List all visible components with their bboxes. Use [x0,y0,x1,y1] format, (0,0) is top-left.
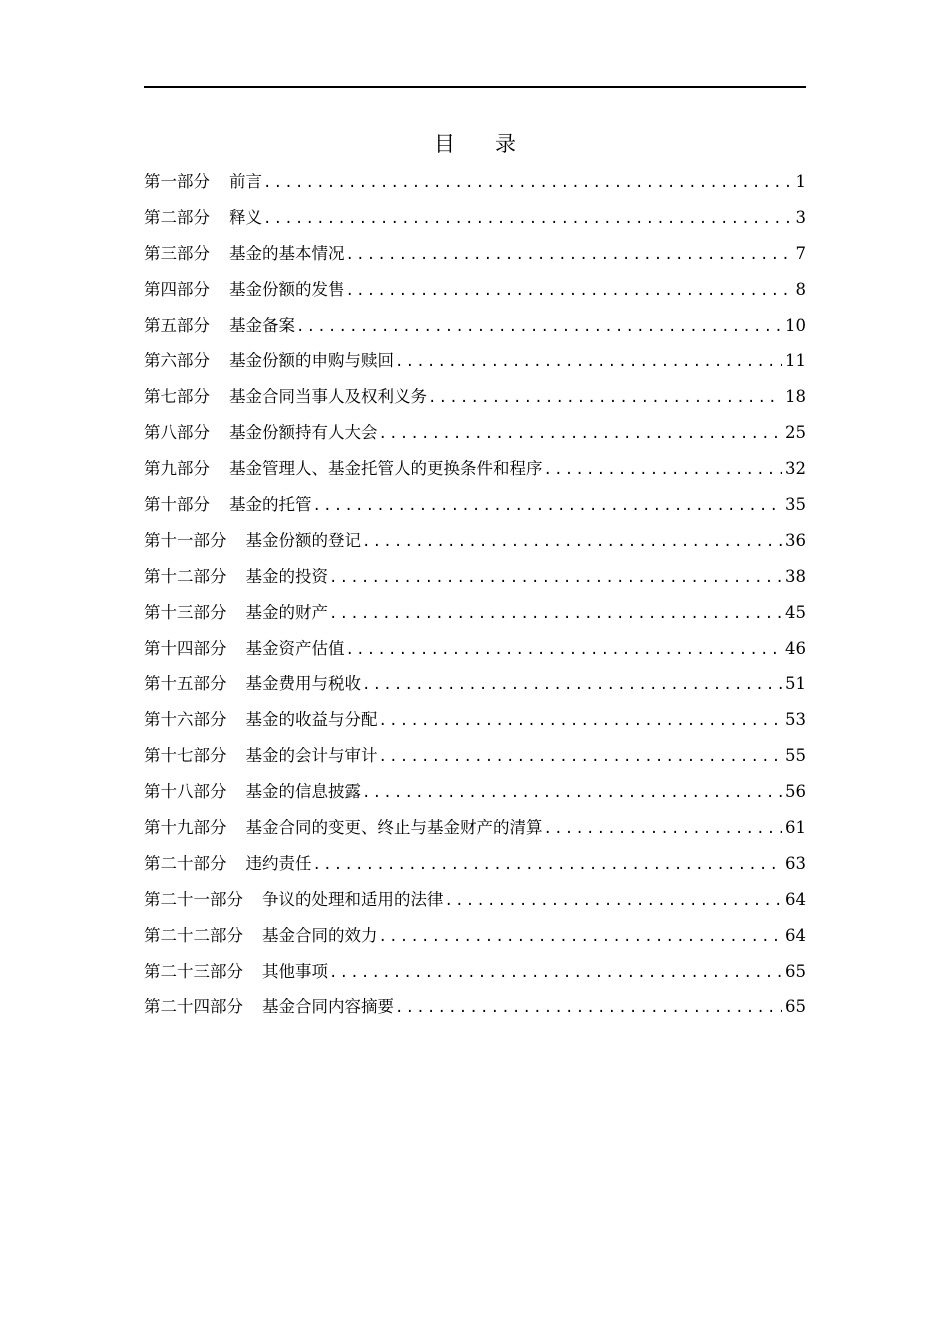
toc-part-label: 第十七部分 [144,746,227,766]
toc-page-number: 56 [785,782,806,802]
toc-section-name: 基金份额的申购与赎回 [229,351,394,371]
toc-entry[interactable] [144,706,806,742]
page-title: 目录 [434,132,556,156]
toc-page-number: 65 [785,961,806,981]
toc-dot-leader [428,384,782,412]
toc-part-label: 第十三部分 [144,602,227,622]
toc-page-number: 25 [785,423,806,443]
toc-entry[interactable] [144,419,806,455]
toc-entry[interactable] [144,383,806,419]
toc-dot-leader [263,169,793,197]
toc-entry[interactable] [144,922,806,958]
toc-part-label: 第九部分 [144,459,210,479]
toc-entry[interactable] [144,455,806,491]
toc-section-name: 基金的财产 [245,602,328,622]
toc-dot-leader [313,851,783,879]
toc-entry[interactable] [144,599,806,635]
toc-section-name: 基金合同的效力 [262,925,378,945]
toc-dot-leader [346,636,783,664]
toc-part-label: 第十八部分 [144,782,227,802]
toc-dot-leader [263,205,793,233]
toc-section-name: 争议的处理和适用的法律 [262,889,444,909]
toc-part-label: 第十五部分 [144,674,227,694]
toc-page-number: 35 [785,495,806,515]
toc-entry[interactable] [144,635,806,671]
toc-dot-leader [362,779,782,807]
toc-dot-leader [445,887,783,915]
toc-page-number: 53 [785,710,806,730]
toc-part-label: 第七部分 [144,387,210,407]
toc-entry[interactable] [144,491,806,527]
toc-page-number: 38 [785,566,806,586]
toc-section-name: 基金份额的登记 [245,530,361,550]
toc-entry[interactable] [144,958,806,994]
toc-section-name: 基金的收益与分配 [245,710,378,730]
toc-part-label: 第二十部分 [144,853,227,873]
toc-dot-leader [379,923,783,951]
toc-page-number: 7 [795,243,806,263]
toc-page-number: 36 [785,530,806,550]
toc-part-label: 第十六部分 [144,710,227,730]
toc-part-label: 第二十一部分 [144,889,243,909]
toc-dot-leader [296,313,782,341]
toc-part-label: 第十部分 [144,495,210,515]
toc-entry[interactable] [144,240,806,276]
toc-entry[interactable] [144,168,806,204]
toc-section-name: 基金的托管 [229,495,312,515]
toc-dot-leader [395,994,782,1022]
toc-entry[interactable] [144,347,806,383]
toc-page-number: 64 [785,889,806,909]
toc-part-label: 第二十三部分 [144,961,243,981]
toc-entry[interactable] [144,814,806,850]
toc-part-label: 第八部分 [144,423,210,443]
toc-dot-leader [329,564,782,592]
toc-entry[interactable] [144,563,806,599]
toc-dot-leader [379,707,783,735]
toc-section-name: 基金份额的发售 [229,279,345,299]
toc-dot-leader [395,348,782,376]
toc-section-name: 基金的基本情况 [229,243,345,263]
toc-page-number: 64 [785,925,806,945]
toc-dot-leader [346,277,793,305]
toc-section-name: 前言 [229,172,262,191]
toc-entry[interactable] [144,204,806,240]
toc-section-name: 基金份额持有人大会 [229,423,378,443]
toc-section-name: 其他事项 [262,961,328,981]
toc-part-label: 第六部分 [144,351,210,371]
toc-part-label: 第十四部分 [144,638,227,658]
toc-section-name: 释义 [229,207,262,227]
toc-section-name: 基金的信息披露 [245,782,361,802]
toc-part-label: 第四部分 [144,279,210,299]
toc-dot-leader [329,600,782,628]
toc-dot-leader [379,420,783,448]
toc-part-label: 第十九部分 [144,818,227,838]
toc-page-number: 8 [795,279,806,299]
toc-dot-leader [362,528,782,556]
toc-section-name: 基金合同的变更、终止与基金财产的清算 [245,818,543,838]
toc-list [144,168,806,1029]
toc-part-label: 第二部分 [144,207,210,227]
toc-part-label: 第一部分 [144,172,210,191]
toc-part-label: 第五部分 [144,315,210,335]
toc-dot-leader [544,456,783,484]
toc-page-number: 65 [785,997,806,1017]
toc-dot-leader [313,492,783,520]
toc-entry[interactable] [144,993,806,1029]
toc-section-name: 基金的投资 [245,566,328,586]
toc-part-label: 第二十二部分 [144,925,243,945]
toc-part-label: 第十一部分 [144,530,227,550]
toc-page-number: 51 [785,674,806,694]
toc-section-name: 基金的会计与审计 [245,746,378,766]
toc-page-number: 61 [785,818,806,838]
toc-page-number: 32 [785,459,806,479]
toc-page-number: 55 [785,746,806,766]
toc-dot-leader [544,815,783,843]
toc-part-label: 第三部分 [144,243,210,263]
toc-part-label: 第二十四部分 [144,997,243,1017]
toc-entry[interactable] [144,886,806,922]
toc-page-number: 11 [785,351,806,371]
toc-entry[interactable] [144,276,806,312]
toc-page-number: 63 [785,853,806,873]
toc-dot-leader [346,241,793,269]
toc-page-number: 1 [795,172,806,191]
toc-page-number: 18 [785,387,806,407]
toc-section-name: 基金费用与税收 [245,674,361,694]
toc-section-name: 基金合同当事人及权利义务 [229,387,427,407]
toc-section-name: 基金备案 [229,315,295,335]
toc-section-name: 基金资产估值 [245,638,345,658]
toc-page-number: 46 [785,638,806,658]
toc-entry[interactable] [144,670,806,706]
toc-entry[interactable] [144,527,806,563]
toc-dot-leader [379,743,783,771]
toc-entry[interactable] [144,778,806,814]
toc-page-number: 45 [785,602,806,622]
toc-part-label: 第十二部分 [144,566,227,586]
toc-section-name: 基金管理人、基金托管人的更换条件和程序 [229,459,543,479]
toc-entry[interactable] [144,742,806,778]
toc-dot-leader [362,671,782,699]
toc-entry[interactable] [144,850,806,886]
toc-dot-leader [329,959,782,987]
toc-page-number: 3 [795,207,806,227]
toc-entry[interactable] [144,312,806,348]
toc-section-name: 违约责任 [245,853,312,873]
header-rule [144,86,806,88]
toc-section-name: 基金合同内容摘要 [262,997,394,1017]
toc-page-number: 10 [785,315,806,335]
